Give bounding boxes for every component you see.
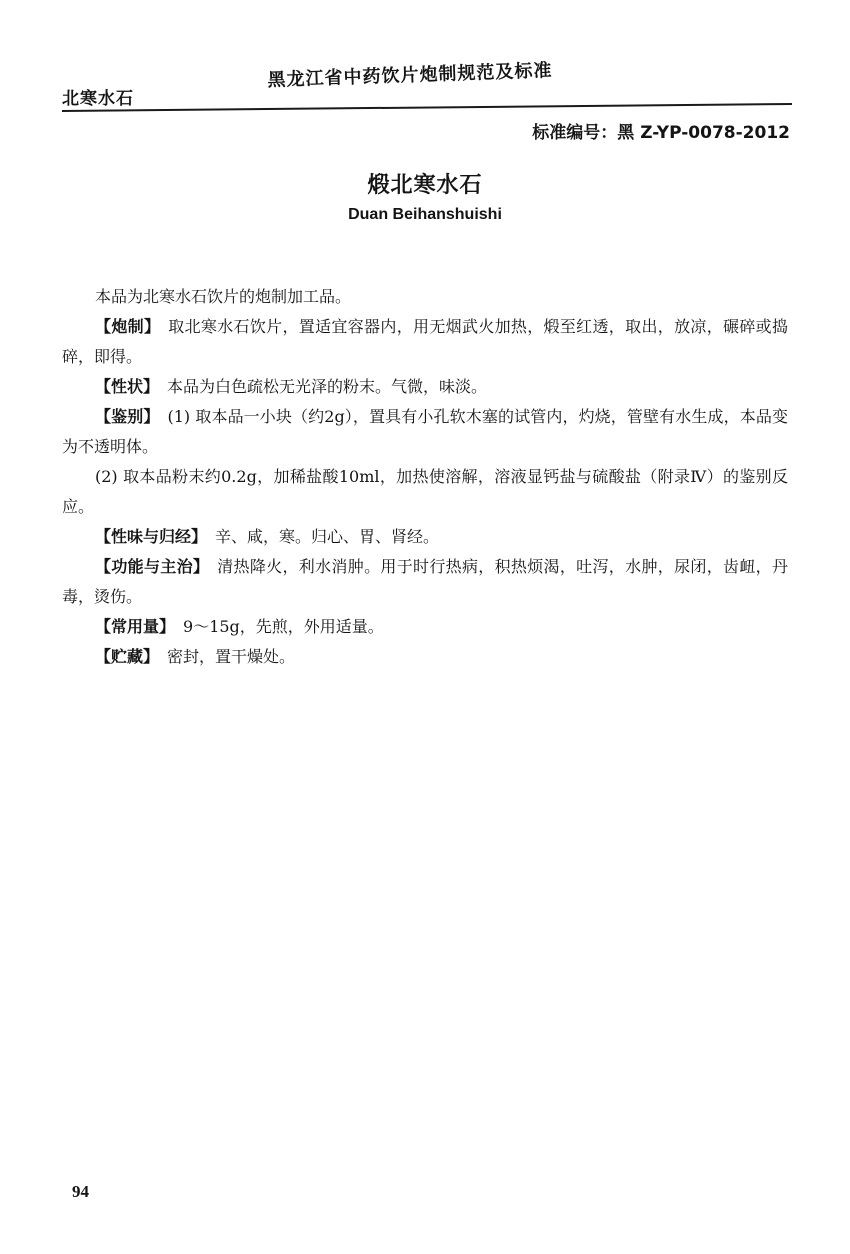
- section-description: [62, 372, 788, 402]
- section-text: 取北寒水石饮片，置适宜容器内，用无烟武火加热，煅至红透，取出，放凉，碾碎或捣碎，即得。: [62, 317, 788, 366]
- section-text: 清热降火，利水消肿。用于时行热病，积热烦渴，吐泻，水肿，尿闭，齿衄，丹毒，烫伤。: [62, 557, 788, 606]
- section-label: 【性味与归经】: [95, 527, 208, 546]
- running-head-section: 北寒水石: [62, 89, 134, 109]
- section-text: 9～15g，先煎，外用适量。: [183, 617, 384, 636]
- intro-paragraph: 本品为北寒水石饮片的炮制加工品。: [95, 287, 352, 306]
- section-identification: [62, 402, 788, 462]
- section-text: 密封，置干燥处。: [167, 647, 296, 666]
- standard-number: 标准编号：黑 Z-YP-0078-2012: [532, 123, 790, 143]
- page-subtitle-pinyin: Duan Beihanshuishi: [348, 206, 502, 223]
- section-label: 【炮制】: [95, 317, 161, 336]
- monograph-body: [62, 282, 788, 672]
- section-text: (2) 取本品粉末约0.2g，加稀盐酸10ml，加热使溶解，溶液显钙盐与硫酸盐（附录Ⅳ）的鉴别反应。: [62, 467, 788, 516]
- section-label: 【鉴别】: [95, 407, 160, 426]
- section-identification-2: [62, 462, 788, 522]
- running-head-book-title: 黑龙江省中药饮片炮制规范及标准: [267, 60, 553, 92]
- header-rule: [62, 103, 792, 112]
- section-property-meridian: [62, 522, 788, 552]
- section-text: 本品为白色疏松无光泽的粉末。气微，味淡。: [167, 377, 488, 396]
- section-label: 【性状】: [95, 377, 160, 396]
- section-dosage: [62, 612, 788, 642]
- section-text: (1) 取本品一小块（约2g），置具有小孔软木塞的试管内，灼烧，管壁有水生成，本品变为不透明体。: [62, 407, 788, 456]
- section-label: 【贮藏】: [95, 647, 160, 666]
- section-storage: [62, 642, 788, 672]
- section-text: 辛、咸，寒。归心、胃、肾经。: [215, 527, 440, 546]
- section-function-indication: [62, 552, 788, 612]
- section-label: 【常用量】: [95, 617, 176, 636]
- page-number: 94: [72, 1182, 89, 1201]
- page-title: 煅北寒水石: [367, 173, 483, 198]
- section-processing: [62, 312, 788, 372]
- section-label: 【功能与主治】: [95, 557, 210, 576]
